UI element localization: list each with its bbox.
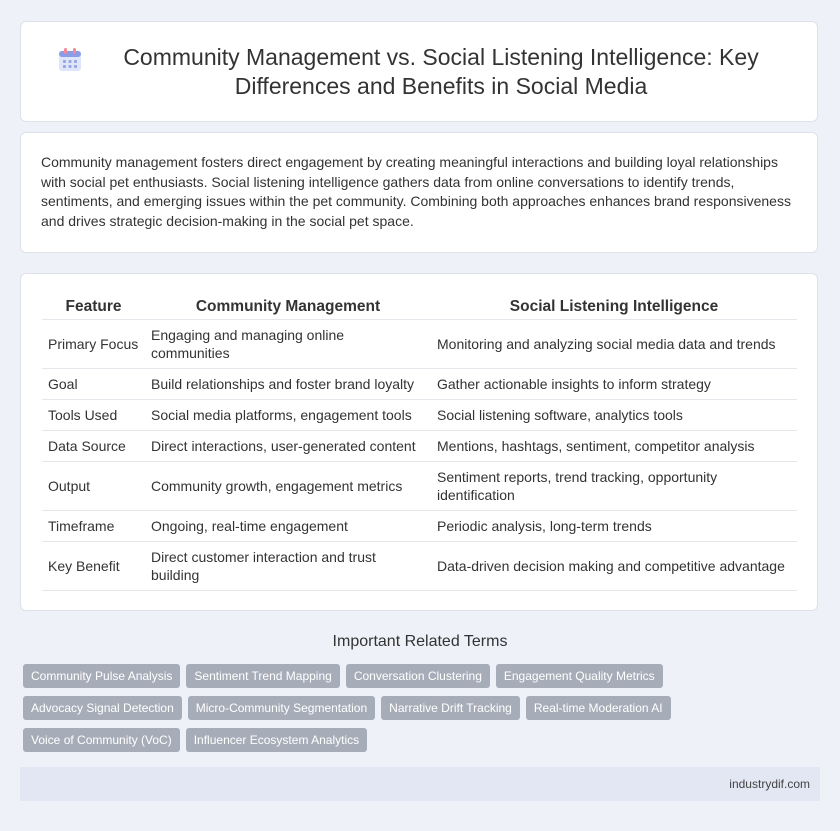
table-cell: Periodic analysis, long-term trends (431, 511, 797, 542)
term-tag[interactable]: Influencer Ecosystem Analytics (186, 728, 367, 752)
page-title: Community Management vs. Social Listening Intelligence: Key Differences and Benefits in Social Media (123, 43, 759, 99)
term-tag[interactable]: Narrative Drift Tracking (381, 696, 520, 720)
term-tag[interactable]: Community Pulse Analysis (23, 664, 180, 688)
table-cell: Data-driven decision making and competitive advantage (431, 542, 797, 591)
related-terms (23, 664, 803, 760)
term-tag[interactable]: Engagement Quality Metrics (496, 664, 663, 688)
table-cell: Key Benefit (42, 542, 145, 591)
intro-card (20, 132, 818, 253)
table-cell: Timeframe (42, 511, 145, 542)
table-row (42, 511, 797, 542)
table-cell: Goal (42, 369, 145, 400)
table-header-row (42, 292, 797, 320)
term-row (23, 696, 803, 720)
table-cell: Tools Used (42, 400, 145, 431)
table-cell: Community growth, engagement metrics (145, 462, 431, 511)
table-cell: Engaging and managing online communities (145, 320, 431, 369)
table-row (42, 369, 797, 400)
header-feature: Feature (42, 292, 145, 320)
footer-site[interactable]: industrydif.com (729, 777, 810, 791)
header-community-management: Community Management (145, 292, 431, 320)
table-row (42, 542, 797, 591)
term-tag[interactable]: Voice of Community (VoC) (23, 728, 180, 752)
title-wrap (57, 43, 781, 101)
table-cell: Sentiment reports, trend tracking, opportunity identification (431, 462, 797, 511)
table-cell: Output (42, 462, 145, 511)
table-cell: Social media platforms, engagement tools (145, 400, 431, 431)
term-row (23, 728, 803, 752)
table-cell: Gather actionable insights to inform strategy (431, 369, 797, 400)
table-row (42, 431, 797, 462)
footer (20, 767, 820, 801)
table-row (42, 320, 797, 369)
table-cell: Direct customer interaction and trust building (145, 542, 431, 591)
table-cell: Mentions, hashtags, sentiment, competitor analysis (431, 431, 797, 462)
intro-text: Community management fosters direct engagement by creating meaningful interactions and building loyal relationships with social pet enthusiasts. Social listening intelligence gathers data from online conversations to identify trends, sentiments, and emerging issues within the pet community. Combining both approaches enhances brand responsiveness and drives strategic decision-making in the social pet space. (41, 154, 791, 229)
term-tag[interactable]: Micro-Community Segmentation (188, 696, 375, 720)
table-cell: Data Source (42, 431, 145, 462)
related-terms-heading: Important Related Terms (332, 633, 508, 650)
table-row (42, 462, 797, 511)
table-row (42, 400, 797, 431)
table-cell: Ongoing, real-time engagement (145, 511, 431, 542)
table-cell: Primary Focus (42, 320, 145, 369)
table-cell: Monitoring and analyzing social media data and trends (431, 320, 797, 369)
comparison-card (20, 273, 818, 611)
calendar-icon (57, 47, 83, 73)
table-cell: Build relationships and foster brand loyalty (145, 369, 431, 400)
term-tag[interactable]: Real-time Moderation AI (526, 696, 671, 720)
comparison-table (42, 292, 797, 591)
term-tag[interactable]: Sentiment Trend Mapping (186, 664, 339, 688)
table-cell: Social listening software, analytics tools (431, 400, 797, 431)
header-social-listening: Social Listening Intelligence (431, 292, 797, 320)
title-card (20, 21, 818, 122)
term-row (23, 664, 803, 688)
term-tag[interactable]: Advocacy Signal Detection (23, 696, 182, 720)
term-tag[interactable]: Conversation Clustering (346, 664, 490, 688)
table-cell: Direct interactions, user-generated content (145, 431, 431, 462)
